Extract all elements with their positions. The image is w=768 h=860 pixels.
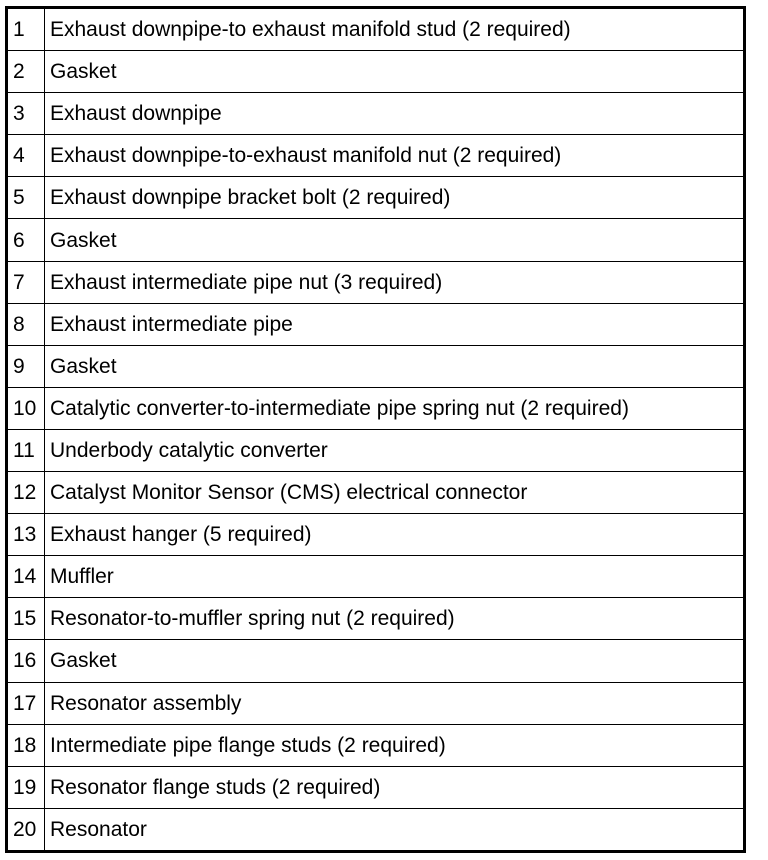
item-description: Exhaust hanger (5 required) <box>45 514 745 556</box>
item-description: Gasket <box>45 51 745 93</box>
table-row <box>7 429 745 471</box>
item-number: 8 <box>7 303 45 345</box>
item-description: Exhaust intermediate pipe nut (3 required) <box>45 261 745 303</box>
item-number: 15 <box>7 598 45 640</box>
table-row <box>7 808 745 851</box>
item-number: 18 <box>7 724 45 766</box>
item-number: 17 <box>7 682 45 724</box>
item-number: 12 <box>7 472 45 514</box>
table-row <box>7 472 745 514</box>
item-number: 6 <box>7 219 45 261</box>
table-row <box>7 303 745 345</box>
item-description: Exhaust downpipe-to-exhaust manifold nut (2 required) <box>45 135 745 177</box>
table-row <box>7 766 745 808</box>
table-row <box>7 682 745 724</box>
item-description: Gasket <box>45 640 745 682</box>
table-row <box>7 598 745 640</box>
item-number: 9 <box>7 345 45 387</box>
item-number: 16 <box>7 640 45 682</box>
item-description: Intermediate pipe flange studs (2 required) <box>45 724 745 766</box>
table-row <box>7 51 745 93</box>
parts-legend-table <box>5 6 746 853</box>
table-row <box>7 93 745 135</box>
item-number: 1 <box>7 8 45 51</box>
item-description: Resonator-to-muffler spring nut (2 required) <box>45 598 745 640</box>
item-number: 3 <box>7 93 45 135</box>
item-number: 2 <box>7 51 45 93</box>
item-description: Exhaust downpipe bracket bolt (2 required) <box>45 177 745 219</box>
item-description: Resonator flange studs (2 required) <box>45 766 745 808</box>
item-description: Gasket <box>45 219 745 261</box>
item-number: 14 <box>7 556 45 598</box>
item-number: 13 <box>7 514 45 556</box>
table-row <box>7 514 745 556</box>
table-row <box>7 345 745 387</box>
item-description: Exhaust downpipe <box>45 93 745 135</box>
item-description: Resonator assembly <box>45 682 745 724</box>
table-row <box>7 8 745 51</box>
item-description: Exhaust downpipe-to exhaust manifold stud (2 required) <box>45 8 745 51</box>
item-description: Exhaust intermediate pipe <box>45 303 745 345</box>
table-row <box>7 640 745 682</box>
table-row <box>7 387 745 429</box>
table-row <box>7 556 745 598</box>
item-number: 4 <box>7 135 45 177</box>
item-description: Underbody catalytic converter <box>45 429 745 471</box>
item-number: 19 <box>7 766 45 808</box>
table-row <box>7 177 745 219</box>
item-number: 10 <box>7 387 45 429</box>
table-row <box>7 135 745 177</box>
item-description: Resonator <box>45 808 745 851</box>
item-number: 11 <box>7 429 45 471</box>
table-row <box>7 219 745 261</box>
parts-legend-body <box>7 8 745 852</box>
item-number: 5 <box>7 177 45 219</box>
item-description: Muffler <box>45 556 745 598</box>
item-description: Catalyst Monitor Sensor (CMS) electrical connector <box>45 472 745 514</box>
item-description: Gasket <box>45 345 745 387</box>
table-row <box>7 724 745 766</box>
item-number: 7 <box>7 261 45 303</box>
item-number: 20 <box>7 808 45 851</box>
table-row <box>7 261 745 303</box>
item-description: Catalytic converter-to-intermediate pipe spring nut (2 required) <box>45 387 745 429</box>
